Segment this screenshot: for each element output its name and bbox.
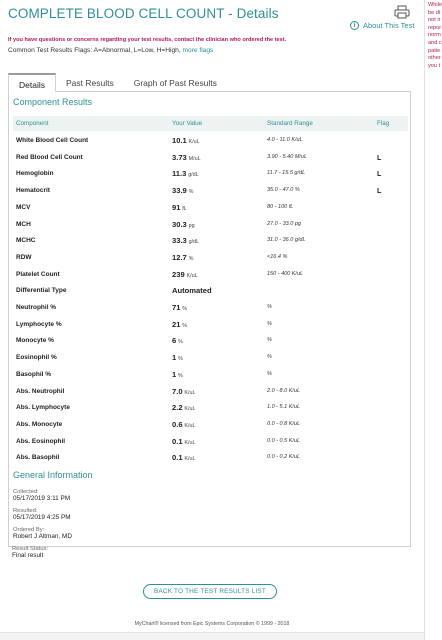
collected-label: Collected:	[13, 489, 39, 495]
result-value	[172, 320, 187, 329]
component-name: Abs. Monocyte	[16, 420, 63, 428]
page-bottom-bar	[0, 632, 424, 640]
result-number: 1	[172, 369, 177, 379]
table-row	[13, 149, 408, 166]
table-row	[13, 416, 408, 433]
side-disclaimer-line: norm	[428, 32, 441, 39]
result-number: 33.3	[172, 236, 187, 246]
result-unit: K/uL	[184, 406, 196, 413]
footer-copyright: MyChart® licensed from Epic Systems Corporation © 1999 - 2018	[134, 621, 290, 627]
result-unit: %	[178, 372, 183, 379]
table-row	[13, 199, 408, 216]
result-number: 71	[172, 303, 181, 312]
tab-past-results[interactable]: Past Results	[65, 78, 114, 88]
table-row	[13, 165, 408, 182]
result-unit: K/uL	[184, 456, 196, 463]
component-name: Eosinophil %	[16, 354, 57, 362]
result-value	[172, 186, 193, 195]
table-row	[13, 266, 408, 283]
result-flag: L	[377, 169, 382, 179]
result-status-value: Final result	[12, 552, 44, 559]
about-this-test-label: About This Test	[363, 21, 415, 30]
tab-graph-of-past-results[interactable]: Graph of Past Results	[133, 78, 217, 88]
component-name: Hematocrit	[16, 187, 50, 195]
component-name: MCV	[16, 203, 31, 211]
result-number: 6	[172, 336, 177, 346]
result-number: 1	[172, 353, 177, 363]
result-value	[172, 420, 195, 429]
result-number: 33.9	[172, 186, 187, 196]
page-title: COMPLETE BLOOD CELL COUNT - Details	[8, 6, 279, 21]
component-name: Abs. Neutrophil	[16, 387, 65, 395]
result-number: 0.1	[172, 453, 183, 463]
side-disclaimer-line: other	[428, 55, 441, 62]
contact-clinician-warning: If you have questions or concerns regarding your test results, contact the clinician who ordered the test.	[8, 37, 287, 43]
component-name: Neutrophil %	[16, 304, 57, 311]
result-number: Automated	[172, 286, 212, 296]
table-row	[13, 232, 408, 249]
result-number: 0.1	[172, 436, 183, 446]
results-tabs	[8, 73, 227, 92]
standard-range: 27.0 - 33.0 pg	[267, 220, 301, 227]
component-name: Abs. Eosinophil	[16, 437, 66, 445]
result-number: 10.1	[172, 136, 187, 145]
result-value	[172, 220, 195, 229]
resulted-label: Resulted:	[13, 508, 38, 514]
result-value	[172, 353, 183, 362]
result-number: 3.73	[172, 152, 187, 162]
standard-range: 1.0 - 5.1 K/uL	[267, 404, 301, 411]
general-information-heading: General Information	[13, 470, 93, 480]
standard-range: %	[267, 354, 272, 361]
component-name: Lymphocyte %	[16, 320, 62, 328]
side-disclaimer-line: repor	[428, 24, 442, 31]
table-row	[13, 182, 408, 199]
more-flags-link[interactable]: more flags	[182, 47, 214, 54]
table-row	[13, 349, 408, 366]
standard-range: %	[267, 370, 272, 377]
result-value	[172, 303, 187, 312]
table-row	[13, 449, 408, 466]
standard-range: 0.0 - 0.2 K/uL	[267, 454, 301, 461]
result-unit: g/dL	[188, 172, 199, 179]
side-disclaimer-line: While	[428, 2, 442, 8]
details-panel	[8, 91, 411, 547]
standard-range: 4.0 - 11.0 K/uL	[267, 137, 303, 143]
column-header-range: Standard Range	[267, 120, 313, 127]
column-header-flag: Flag	[377, 120, 390, 127]
result-value	[172, 203, 187, 212]
results-table-header	[13, 116, 408, 131]
result-number: 239	[172, 269, 185, 279]
result-number: 21	[172, 319, 181, 329]
result-unit: pg	[188, 222, 195, 229]
standard-range: %	[267, 320, 272, 327]
table-row	[13, 282, 408, 299]
table-row	[13, 332, 408, 349]
standard-range: 35.0 - 47.0 %	[267, 187, 300, 194]
result-unit: %	[178, 356, 183, 363]
column-header-component: Component	[16, 120, 49, 127]
result-unit: K/uL	[184, 439, 196, 446]
result-unit: fL	[182, 205, 187, 212]
result-number: 11.3	[172, 169, 187, 179]
standard-range: 150 - 400 K/uL	[267, 270, 304, 277]
component-name: Basophil %	[16, 370, 52, 378]
printer-icon[interactable]	[394, 5, 410, 19]
collected-value: 05/17/2019 3:11 PM	[13, 495, 71, 502]
component-results-heading: Component Results	[13, 97, 93, 107]
result-unit: M/uL	[188, 155, 201, 162]
side-disclaimer-text	[425, 0, 442, 70]
flags-legend-text: Common Test Results Flags: A=Abnormal, L=Low, H=High,	[8, 47, 181, 54]
table-row	[13, 383, 408, 400]
result-value	[172, 169, 199, 178]
result-value	[172, 236, 199, 245]
result-value	[172, 136, 200, 145]
side-disclaimer-line: be di	[428, 9, 441, 16]
standard-range: 2.0 - 8.0 K/uL	[267, 387, 301, 394]
result-number: 12.7	[172, 252, 187, 262]
component-name: RDW	[16, 253, 32, 261]
result-unit: K/uL	[186, 272, 198, 279]
result-unit: K/uL	[184, 389, 196, 396]
table-row	[13, 399, 408, 416]
component-name: Abs. Basophil	[16, 454, 60, 462]
result-value	[172, 403, 195, 412]
result-flag: L	[377, 186, 382, 196]
result-unit: K/uL	[188, 139, 200, 145]
result-status-label: Result Status:	[12, 546, 49, 552]
result-number: 7.0	[172, 386, 183, 396]
result-number: 2.2	[172, 403, 183, 413]
result-value	[172, 453, 195, 462]
component-name: White Blood Cell Count	[16, 137, 89, 144]
side-disclaimer-note	[424, 0, 442, 640]
result-value	[172, 387, 195, 396]
side-disclaimer-line: not ir	[428, 17, 441, 24]
result-number: 0.6	[172, 419, 183, 429]
result-unit: %	[182, 322, 188, 329]
table-row	[13, 299, 408, 316]
table-row	[13, 132, 408, 149]
column-header-value: Your Value	[172, 120, 203, 127]
about-this-test-link[interactable]	[350, 21, 414, 30]
result-number: 91	[172, 202, 181, 212]
result-value	[172, 153, 201, 162]
standard-range: 0.0 - 0.8 K/uL	[267, 420, 301, 427]
table-row	[13, 316, 408, 333]
side-disclaimer-line: you t	[428, 62, 441, 69]
result-value	[172, 336, 183, 345]
table-row	[13, 216, 408, 233]
table-row	[13, 249, 408, 266]
component-name: Differential Type	[16, 287, 67, 295]
component-name: MCHC	[16, 237, 36, 245]
table-row	[13, 433, 408, 450]
resulted-value: 05/17/2019 4:25 PM	[13, 514, 71, 521]
result-value	[172, 270, 198, 279]
result-unit: %	[188, 189, 194, 196]
standard-range: <16.4 %	[267, 253, 288, 260]
standard-range: 31.0 - 36.0 g/dL	[267, 237, 306, 244]
component-name: Platelet Count	[16, 270, 60, 278]
standard-range: 0.0 - 0.5 K/uL	[267, 437, 301, 444]
resulted-info	[13, 508, 71, 521]
component-name: Abs. Lymphocyte	[16, 404, 70, 412]
side-disclaimer-line: patie	[428, 47, 441, 54]
flags-legend	[8, 47, 213, 54]
result-unit: K/uL	[184, 422, 196, 429]
ordered-by-value: Robert J Altman, MD	[13, 533, 72, 540]
component-name: MCH	[16, 220, 31, 228]
info-icon: i	[350, 21, 359, 30]
component-name: Hemoglobin	[16, 170, 54, 178]
standard-range: %	[267, 337, 272, 344]
result-status-info	[12, 546, 48, 559]
tab-details[interactable]: Details	[8, 73, 56, 92]
side-disclaimer-line: and c	[428, 39, 442, 46]
table-row	[13, 366, 408, 383]
result-unit: %	[188, 255, 194, 262]
collected-info	[13, 489, 70, 502]
back-to-results-list-button[interactable]: BACK TO THE TEST RESULTS LIST	[143, 584, 277, 599]
ordered-by-info	[13, 527, 72, 540]
standard-range: %	[267, 304, 272, 310]
result-number: 30.3	[172, 219, 187, 229]
ordered-by-label: Ordered By:	[13, 527, 45, 533]
standard-range: 80 - 100 fL	[267, 203, 294, 210]
component-name: Red Blood Cell Count	[16, 153, 83, 161]
component-name: Monocyte %	[16, 337, 54, 345]
result-unit: %	[178, 339, 183, 346]
standard-range: 11.7 - 15.5 g/dL	[267, 170, 306, 177]
result-value	[172, 370, 183, 379]
result-unit: %	[182, 306, 188, 312]
result-flag: L	[377, 152, 382, 162]
result-value	[172, 253, 193, 262]
result-value	[172, 286, 212, 295]
result-value	[172, 437, 195, 446]
standard-range: 3.90 - 5.40 M/uL	[267, 153, 308, 160]
result-unit: g/dL	[188, 239, 200, 246]
